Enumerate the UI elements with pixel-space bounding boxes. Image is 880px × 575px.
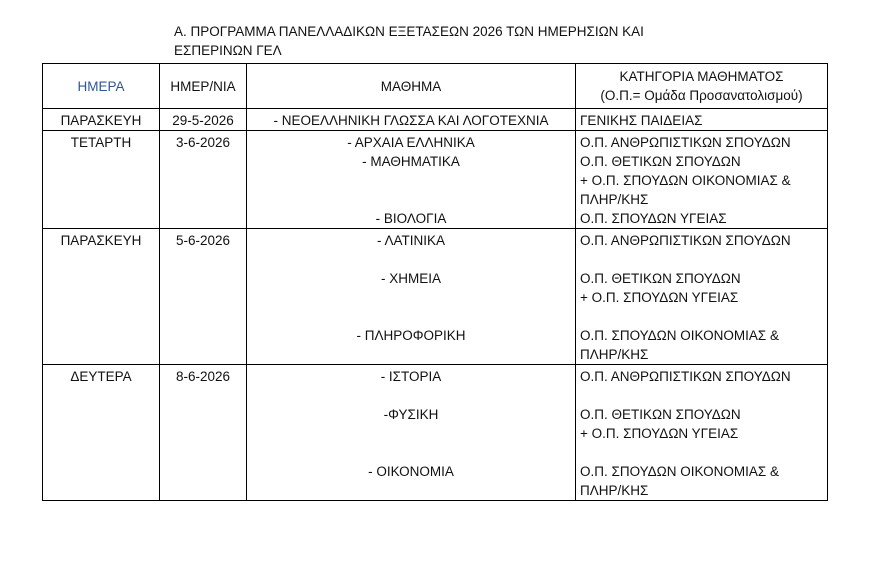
header-day: ΗΜΕΡΑ bbox=[43, 64, 160, 109]
table-row bbox=[43, 365, 828, 501]
subject-line bbox=[251, 345, 571, 364]
category-line bbox=[580, 386, 823, 405]
header-category bbox=[576, 64, 828, 109]
date-cell: 5-6-2026 bbox=[160, 229, 247, 365]
category-line: ΓΕΝΙΚΗΣ ΠΑΙΔΕΙΑΣ bbox=[580, 113, 703, 128]
subject-line: -ΦΥΣΙΚΗ bbox=[383, 407, 439, 422]
table-row bbox=[43, 109, 828, 131]
category-line bbox=[580, 307, 823, 326]
subject-line bbox=[251, 424, 571, 443]
category-line: + Ο.Π. ΣΠΟΥΔΩΝ ΥΓΕΙΑΣ bbox=[580, 290, 739, 305]
subject-cell bbox=[247, 109, 576, 131]
header-row bbox=[43, 64, 828, 109]
subject-line: - ΟΙΚΟΝΟΜΙΑ bbox=[368, 464, 454, 479]
subject-line: - ΒΙΟΛΟΓΙΑ bbox=[375, 211, 447, 226]
header-category-line-1: ΚΑΤΗΓΟΡΙΑ ΜΑΘΗΜΑΤΟΣ bbox=[619, 69, 784, 84]
date-cell: 29-5-2026 bbox=[160, 109, 247, 131]
category-cell bbox=[576, 229, 828, 365]
category-line: + Ο.Π. ΣΠΟΥΔΩΝ ΥΓΕΙΑΣ bbox=[580, 426, 739, 441]
header-subject: ΜΑΘΗΜΑ bbox=[247, 64, 576, 109]
subject-line: - ΑΡΧΑΙΑ ΕΛΛΗΝΙΚΑ bbox=[347, 135, 475, 150]
table-body bbox=[43, 109, 828, 501]
subject-line bbox=[251, 386, 571, 405]
category-line bbox=[580, 443, 823, 462]
day-cell: ΔΕΥΤΕΡΑ bbox=[43, 365, 160, 501]
category-line: Ο.Π. ΘΕΤΙΚΩΝ ΣΠΟΥΔΩΝ bbox=[580, 407, 741, 422]
document-title bbox=[174, 22, 734, 60]
day-cell: ΠΑΡΑΣΚΕΥΗ bbox=[43, 109, 160, 131]
category-line: Ο.Π. ΣΠΟΥΔΩΝ ΟΙΚΟΝΟΜΙΑΣ & bbox=[580, 464, 779, 479]
date-cell: 8-6-2026 bbox=[160, 365, 247, 501]
header-date: ΗΜΕΡ/ΝΙΑ bbox=[160, 64, 247, 109]
subject-line: - ΝΕΟΕΛΛΗΝΙΚΗ ΓΛΩΣΣΑ ΚΑΙ ΛΟΓΟΤΕΧΝΙΑ bbox=[273, 113, 549, 128]
subject-line bbox=[251, 481, 571, 500]
subject-cell bbox=[247, 365, 576, 501]
category-cell bbox=[576, 109, 828, 131]
title-line-2: ΕΣΠΕΡΙΝΩΝ ΓΕΛ bbox=[174, 43, 282, 58]
category-line: Ο.Π. ΑΝΘΡΩΠΙΣΤΙΚΩΝ ΣΠΟΥΔΩΝ bbox=[580, 135, 791, 150]
category-line: Ο.Π. ΘΕΤΙΚΩΝ ΣΠΟΥΔΩΝ bbox=[580, 271, 741, 286]
subject-line: - ΜΑΘΗΜΑΤΙΚΑ bbox=[362, 154, 460, 169]
subject-line bbox=[251, 443, 571, 462]
subject-line bbox=[251, 171, 571, 190]
subject-line: - ΧΗΜΕΙΑ bbox=[380, 271, 441, 286]
category-line: ΠΛΗΡ/ΚΗΣ bbox=[580, 483, 649, 498]
subject-line: - ΙΣΤΟΡΙΑ bbox=[380, 369, 442, 384]
category-line: Ο.Π. ΣΠΟΥΔΩΝ ΟΙΚΟΝΟΜΙΑΣ & bbox=[580, 328, 779, 343]
category-line: + Ο.Π. ΣΠΟΥΔΩΝ ΟΙΚΟΝΟΜΙΑΣ & bbox=[580, 173, 791, 188]
subject-line bbox=[251, 190, 571, 209]
subject-line bbox=[251, 250, 571, 269]
title-line-1: Α. ΠΡΟΓΡΑΜΜΑ ΠΑΝΕΛΛΑΔΙΚΩΝ ΕΞΕΤΑΣΕΩΝ 2026 ΤΩΝ ΗΜΕΡΗΣΙΩΝ ΚΑΙ bbox=[174, 24, 644, 39]
table-row bbox=[43, 131, 828, 229]
category-line: Ο.Π. ΑΝΘΡΩΠΙΣΤΙΚΩΝ ΣΠΟΥΔΩΝ bbox=[580, 233, 791, 248]
exam-schedule-table bbox=[42, 63, 828, 501]
table-row bbox=[43, 229, 828, 365]
subject-cell bbox=[247, 229, 576, 365]
subject-line bbox=[251, 288, 571, 307]
date-cell: 3-6-2026 bbox=[160, 131, 247, 229]
category-line: ΠΛΗΡ/ΚΗΣ bbox=[580, 192, 649, 207]
subject-line bbox=[251, 307, 571, 326]
day-cell: ΠΑΡΑΣΚΕΥΗ bbox=[43, 229, 160, 365]
category-cell bbox=[576, 131, 828, 229]
subject-line: - ΠΛΗΡΟΦΟΡΙΚΗ bbox=[356, 328, 466, 343]
category-line: Ο.Π. ΘΕΤΙΚΩΝ ΣΠΟΥΔΩΝ bbox=[580, 154, 741, 169]
header-category-line-2: (Ο.Π.= Ομάδα Προσανατολισμού) bbox=[600, 88, 803, 103]
subject-cell bbox=[247, 131, 576, 229]
category-line bbox=[580, 250, 823, 269]
category-line: Ο.Π. ΑΝΘΡΩΠΙΣΤΙΚΩΝ ΣΠΟΥΔΩΝ bbox=[580, 369, 791, 384]
day-cell: ΤΕΤΑΡΤΗ bbox=[43, 131, 160, 229]
category-line: ΠΛΗΡ/ΚΗΣ bbox=[580, 347, 649, 362]
category-line: Ο.Π. ΣΠΟΥΔΩΝ ΥΓΕΙΑΣ bbox=[580, 211, 727, 226]
subject-line: - ΛΑΤΙΝΙΚΑ bbox=[376, 233, 446, 248]
category-cell bbox=[576, 365, 828, 501]
